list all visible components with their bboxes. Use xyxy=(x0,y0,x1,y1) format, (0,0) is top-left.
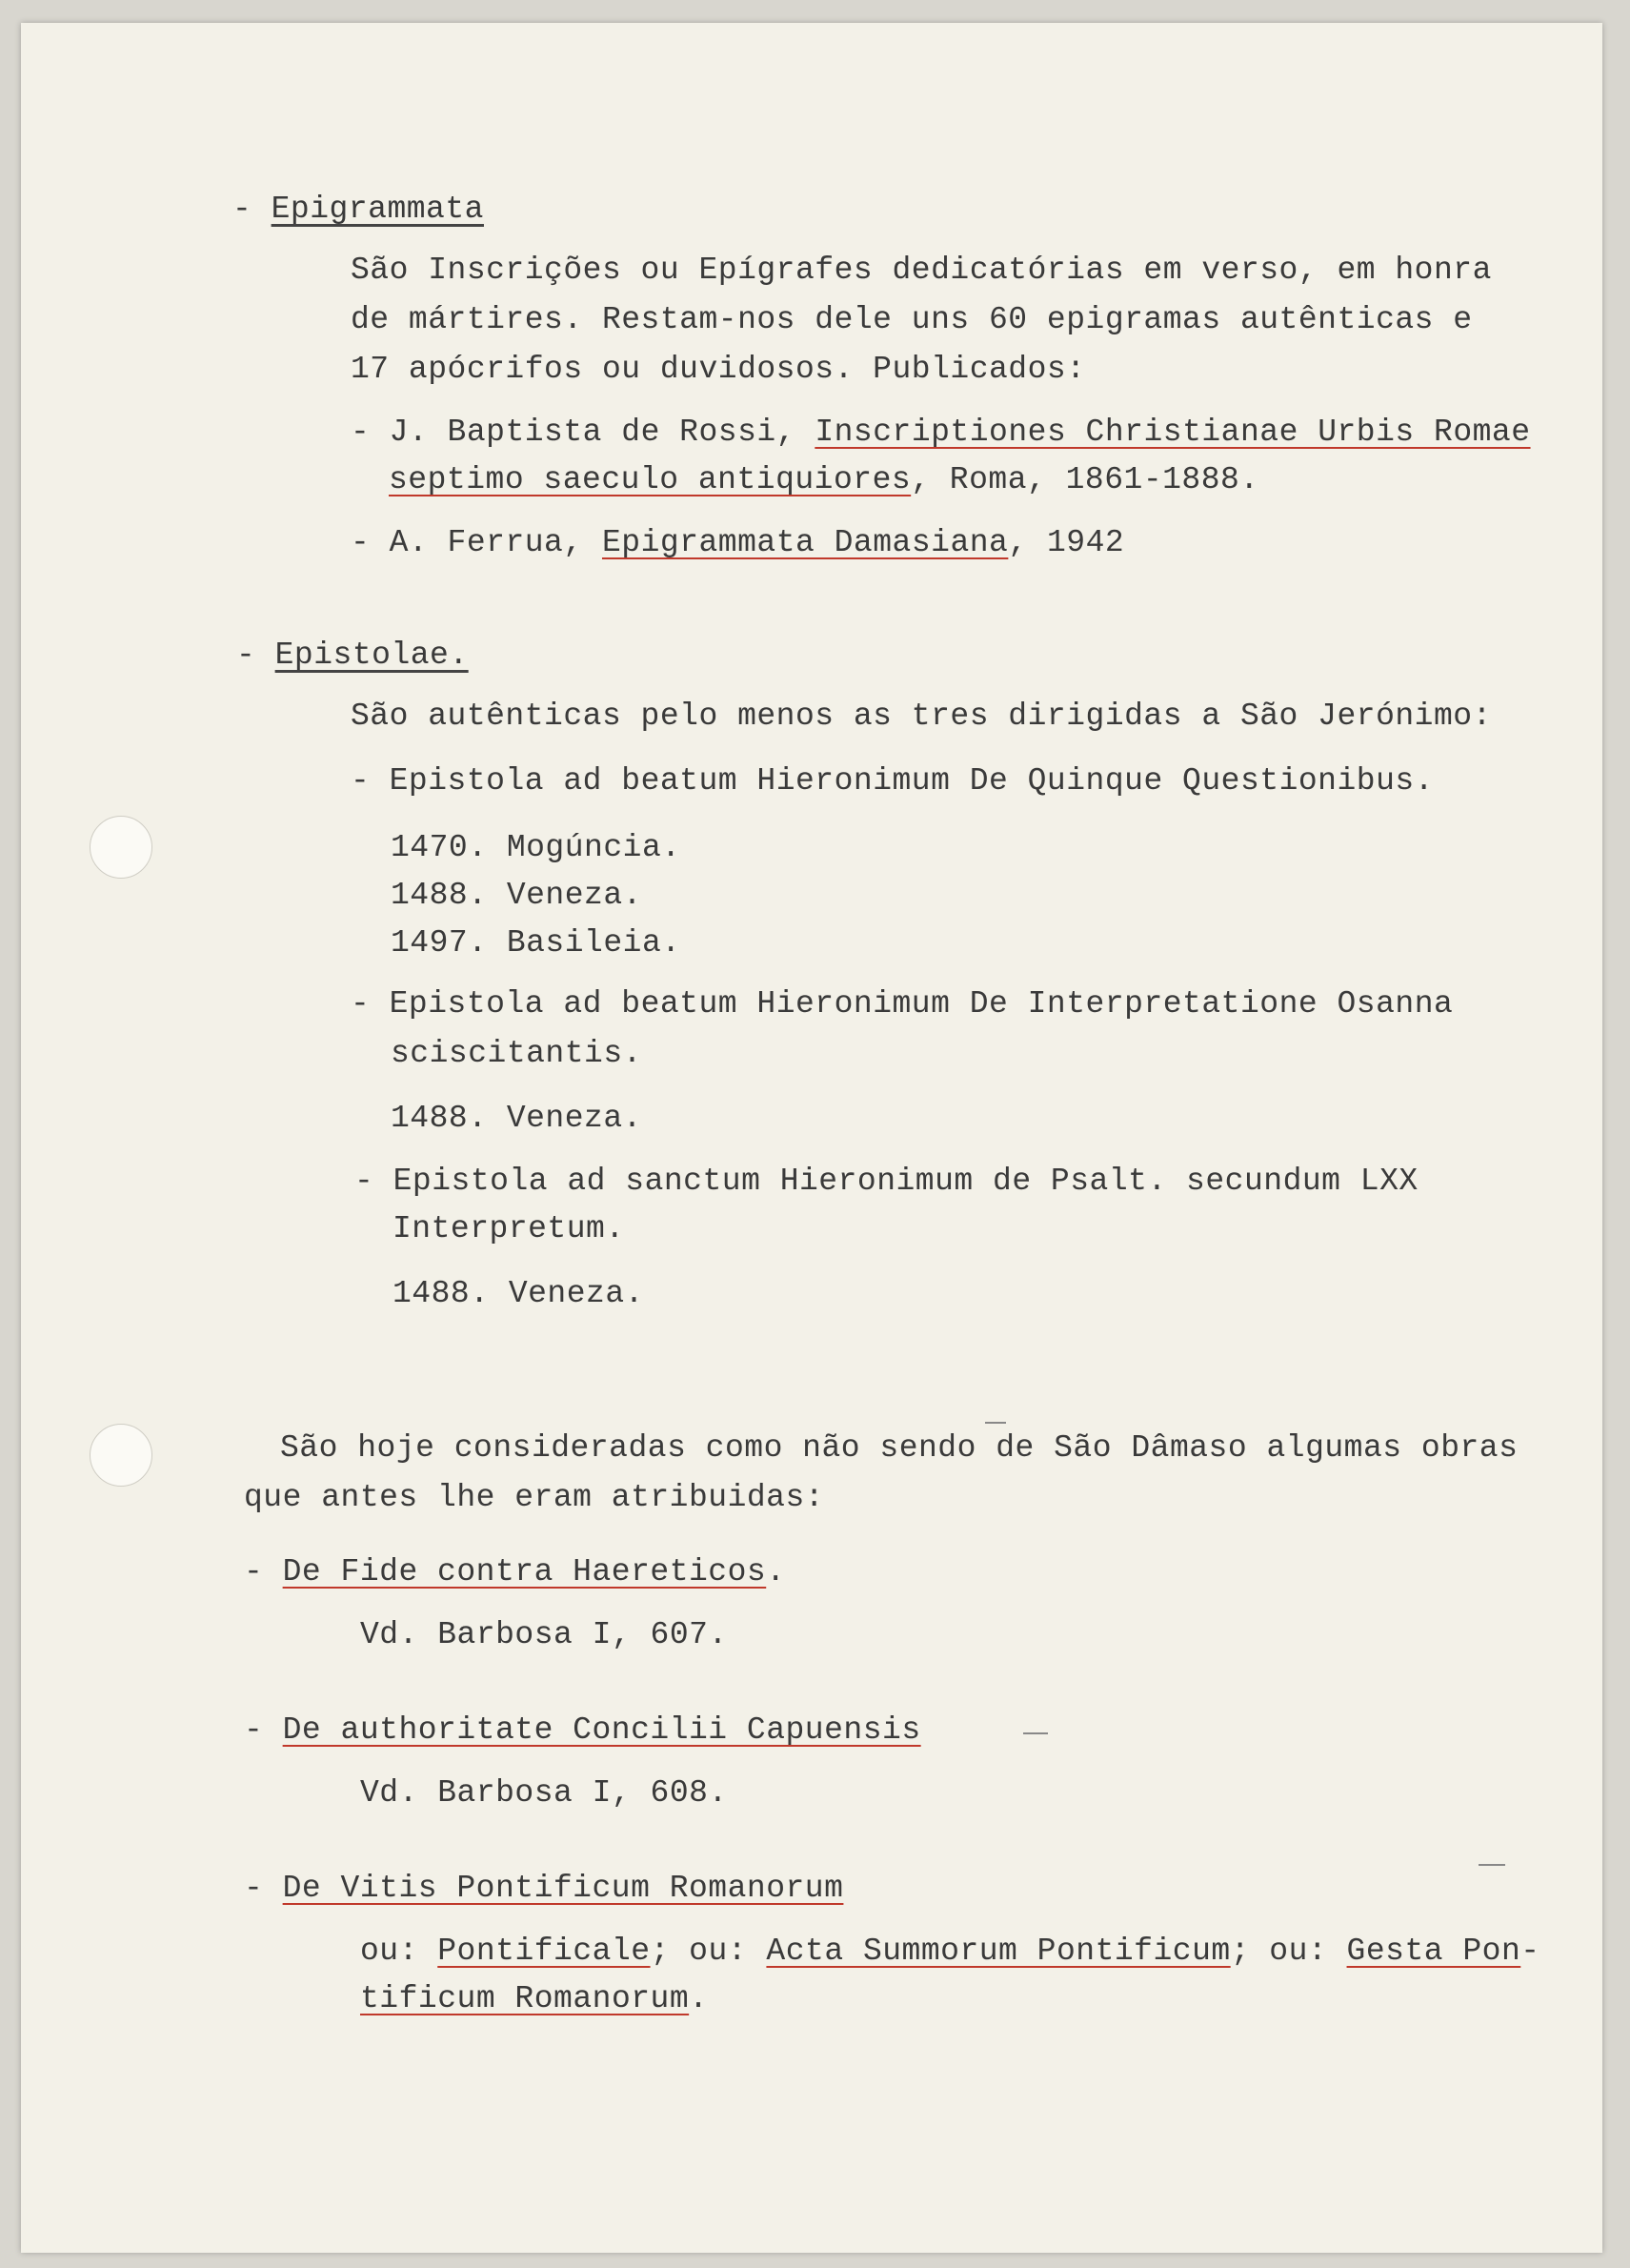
edition: 1488. Veneza. xyxy=(391,1101,642,1136)
dash: - xyxy=(244,1871,264,1906)
stray-mark xyxy=(1023,1732,1048,1734)
letter-title: Epistola ad beatum Hieronimum De Interpretatione Osanna xyxy=(389,986,1454,1022)
desc-line: 17 apócrifos ou duvidosos. Publicados: xyxy=(351,352,1086,387)
work-3-alts-cont xyxy=(360,1980,708,2018)
letter-3-title xyxy=(354,1163,1419,1201)
dash: - xyxy=(244,1554,264,1590)
letter-2-title-cont: sciscitantis. xyxy=(391,1036,642,1071)
letter-title: Epistola ad beatum Hieronimum De Quinque Questionibus. xyxy=(389,763,1434,799)
spurious-intro: São hoje consideradas como não sendo de São Dâmaso algumas obras xyxy=(280,1430,1519,1466)
work-title: De Vitis Pontificum Romanorum xyxy=(282,1871,844,1906)
work-title: De authoritate Concilii Capuensis xyxy=(282,1712,921,1748)
heading-text: Epistolae. xyxy=(274,638,469,673)
dash: - xyxy=(232,192,252,227)
epistolae-intro: São autênticas pelo menos as tres dirigidas a São Jerónimo: xyxy=(351,699,1492,734)
publication-1-cont xyxy=(389,461,1259,499)
letter-title: Epistola ad sanctum Hieronimum de Psalt. secundum LXX xyxy=(392,1164,1419,1199)
document-page xyxy=(21,23,1602,2253)
edition: 1497. Basileia. xyxy=(391,925,681,961)
alt-title: tificum Romanorum xyxy=(360,1981,690,2016)
pub-title: septimo saeculo antiquiores xyxy=(389,462,912,497)
stray-mark xyxy=(985,1422,1006,1424)
heading-epistolae xyxy=(236,637,469,675)
work-3 xyxy=(244,1870,843,1908)
edition: 1488. Veneza. xyxy=(391,878,642,913)
heading-epigrammata xyxy=(232,191,484,229)
dash: - xyxy=(351,415,371,450)
letter-2-title xyxy=(351,985,1453,1023)
alt-title: Acta Summorum Pontificum xyxy=(766,1934,1231,1969)
pub-rest: , 1942 xyxy=(1008,525,1125,560)
alt-title: Gesta Pon xyxy=(1346,1934,1521,1969)
punch-hole xyxy=(90,816,152,879)
work-title: De Fide contra Haereticos xyxy=(282,1554,767,1590)
edition: 1488. Veneza. xyxy=(392,1276,644,1311)
work-1-ref: Vd. Barbosa I, 607. xyxy=(360,1617,728,1652)
publication-2 xyxy=(351,524,1124,562)
edition: 1470. Mogúncia. xyxy=(391,830,681,865)
pub-title: Epigrammata Damasiana xyxy=(601,525,1009,560)
letter-3-title-cont: Interpretum. xyxy=(392,1211,625,1246)
work-punct: . xyxy=(766,1554,786,1590)
work-2 xyxy=(244,1711,921,1750)
alt-title: Pontificale xyxy=(437,1934,651,1969)
dash: - xyxy=(236,638,256,673)
work-1 xyxy=(244,1553,786,1591)
pub-rest: , Roma, 1861-1888. xyxy=(911,462,1259,497)
spurious-intro-cont: que antes lhe eram atribuidas: xyxy=(244,1480,825,1515)
dash: - xyxy=(351,525,371,560)
alt-end: . xyxy=(689,1981,709,2016)
dash: - xyxy=(244,1712,264,1748)
pub-author: A. Ferrua, xyxy=(389,525,583,560)
alt-sep: ; ou: xyxy=(650,1934,748,1969)
pub-title: Inscriptiones Christianae Urbis Romae xyxy=(815,415,1531,450)
alt-sep: ; ou: xyxy=(1230,1934,1328,1969)
desc-line: São Inscrições ou Epígrafes dedicatórias em verso, em honra xyxy=(351,253,1492,288)
pub-author: J. Baptista de Rossi, xyxy=(389,415,795,450)
desc-line: de mártires. Restam-nos dele uns 60 epigramas autênticas e xyxy=(351,302,1473,337)
punch-hole xyxy=(90,1424,152,1487)
letter-1-title xyxy=(351,762,1434,800)
stray-mark xyxy=(1479,1864,1505,1866)
alt-hyphen: - xyxy=(1520,1934,1540,1969)
dash: - xyxy=(354,1164,374,1199)
dash: - xyxy=(351,986,371,1022)
work-2-ref: Vd. Barbosa I, 608. xyxy=(360,1775,728,1811)
publication-1 xyxy=(351,414,1531,452)
alt-prefix: ou: xyxy=(360,1934,418,1969)
work-3-alts xyxy=(360,1933,1540,1971)
heading-text: Epigrammata xyxy=(271,192,484,227)
dash: - xyxy=(351,763,371,799)
